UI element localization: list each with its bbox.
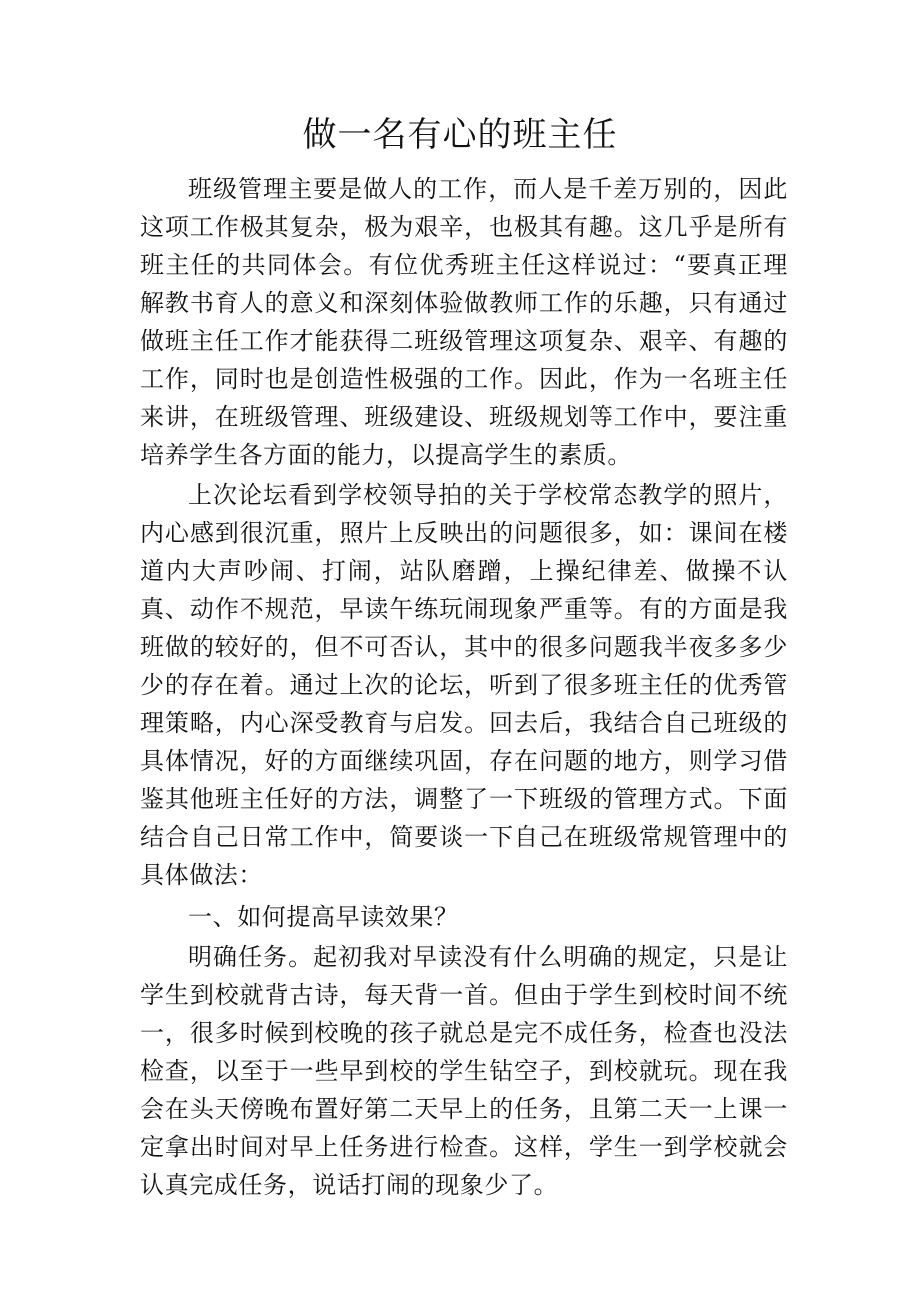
document-body — [140, 170, 788, 1206]
paragraph-forum: 上次论坛看到学校领导拍的关于学校常态教学的照片，内心感到很沉重，照片上反映出的问题很多，如：课间在楼道内大声吵闹、打闹，站队磨蹭，上操纪律差、做操不认真、动作不规范，早读午练玩闹现象严重等。有的方面是我班做的较好的，但不可否认，其中的很多问题我半夜多多少少的存在着。通过上次的论坛，听到了很多班主任的优秀管理策略，内心深受教育与启发。回去后，我结合自己班级的具体情况，好的方面继续巩固，存在问题的地方，则学习借鉴其他班主任好的方法，调整了一下班级的管理方式。下面结合自己日常工作中，简要谈一下自己在班级常规管理中的具体做法： — [140, 481, 788, 889]
paragraph-intro: 班级管理主要是做人的工作，而人是千差万别的，因此这项工作极其复杂，极为艰辛，也极其有趣。这几乎是所有班主任的共同体会。有位优秀班主任这样说过：“要真正理解教书育人的意义和深刻体验做教师工作的乐趣，只有通过做班主任工作才能获得二班级管理这项复杂、艰辛、有趣的工作，同时也是创造性极强的工作。因此，作为一名班主任来讲，在班级管理、班级建设、班级规划等工作中，要注重培养学生各方面的能力，以提高学生的素质。 — [140, 175, 788, 469]
document-title: 做一名有心的班主任 — [302, 115, 618, 155]
paragraph-morning-reading: 明确任务。起初我对早读没有什么明确的规定，只是让学生到校就背古诗，每天背一首。但由于学生到校时间不统一，很多时候到校晚的孩子就总是完不成任务，检查也没法检查，以至于一些早到校的学生钻空子，到校就玩。现在我会在头天傍晚布置好第二天早上的任务，且第二天一上课一定拿出时间对早上任务进行检查。这样，学生一到学校就会认真完成任务，说话打闹的现象少了。 — [140, 943, 788, 1199]
section-heading: 一、如何提高早读效果？ — [188, 903, 459, 931]
